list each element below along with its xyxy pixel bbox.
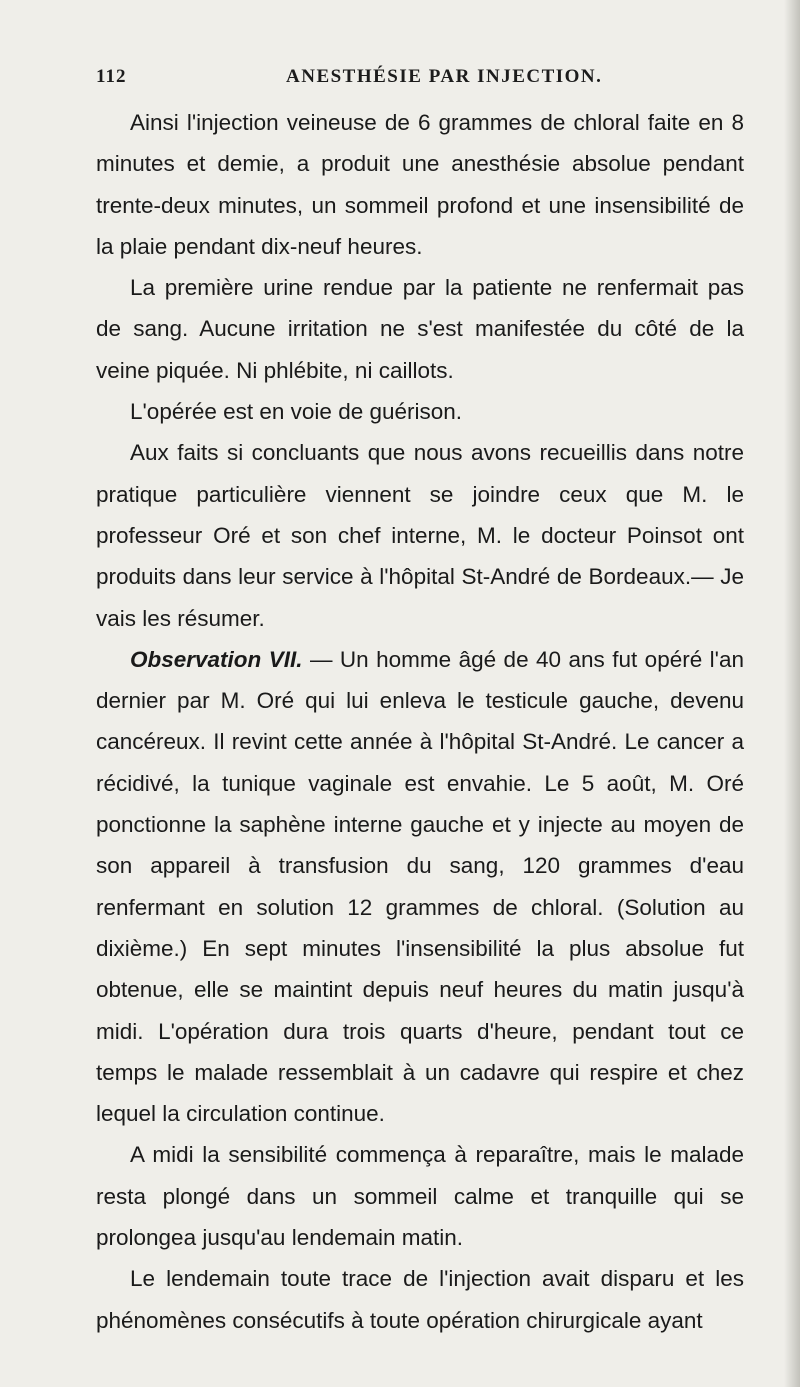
body-text [96,102,744,1341]
paragraph: La première urine rendue par la patiente ne renfermait pas de sang. Aucune irritation ne s'est manifestée du côté de la veine piquée. Ni phlébite, ni caillots. [96,275,744,383]
page-header [96,62,756,96]
running-title: ANESTHÉSIE PAR INJECTION. [286,66,603,87]
observation-title: Observation VII. [130,646,303,672]
observation-paragraph [96,639,744,1135]
paragraph: A midi la sensibilité commença à reparaître, mais le malade resta plongé dans un sommeil calme et tranquille qui se prolongea jusqu'au lendemain matin. [96,1142,744,1251]
paragraph: Aux faits si concluants que nous avons recueillis dans notre pratique particulière viennent se joindre ceux que M. le professeur Oré et son chef interne, M. le docteur Poinsot ont produits dans leur service à l'hôpital St-André de Bordeaux.— Je vais les résumer. [96,440,744,631]
paragraph: Le lendemain toute trace de l'injection avait disparu et les phénomènes consécutifs à toute opération chirurgicale ayant [96,1266,744,1333]
observation-text: — Un homme âgé de 40 ans fut opéré l'an dernier par M. Oré qui lui enleva le testicule gauche, devenu cancéreux. Il revint cette année à l'hôpital St-André. Le cancer a récidivé, la tunique vaginale est envahie. Le 5 août, M. Oré ponctionne la saphène interne gauche et y injecte au moyen de son appareil à transfusion du sang, 120 grammes d'eau renfermant en solution 12 grammes de chloral. (Solution au dixième.) En sept minutes l'insensibilité la plus absolue fut obtenue, elle se maintint depuis neuf heures du matin jusqu'à midi. L'opération dura trois quarts d'heure, pendant tout ce temps le malade ressemblait à un cadavre qui respire et chez lequel la circulation continue. [96,646,744,1127]
page-number: 112 [96,66,127,87]
paragraph: Ainsi l'injection veineuse de 6 grammes de chloral faite en 8 minutes et demie, a produit une anesthésie absolue pendant trente-deux minutes, un sommeil profond et une insensibilité de la plaie pendant dix-neuf heures. [96,110,744,259]
paragraph: L'opérée est en voie de guérison. [130,399,463,425]
page-edge-shadow [784,0,800,1387]
